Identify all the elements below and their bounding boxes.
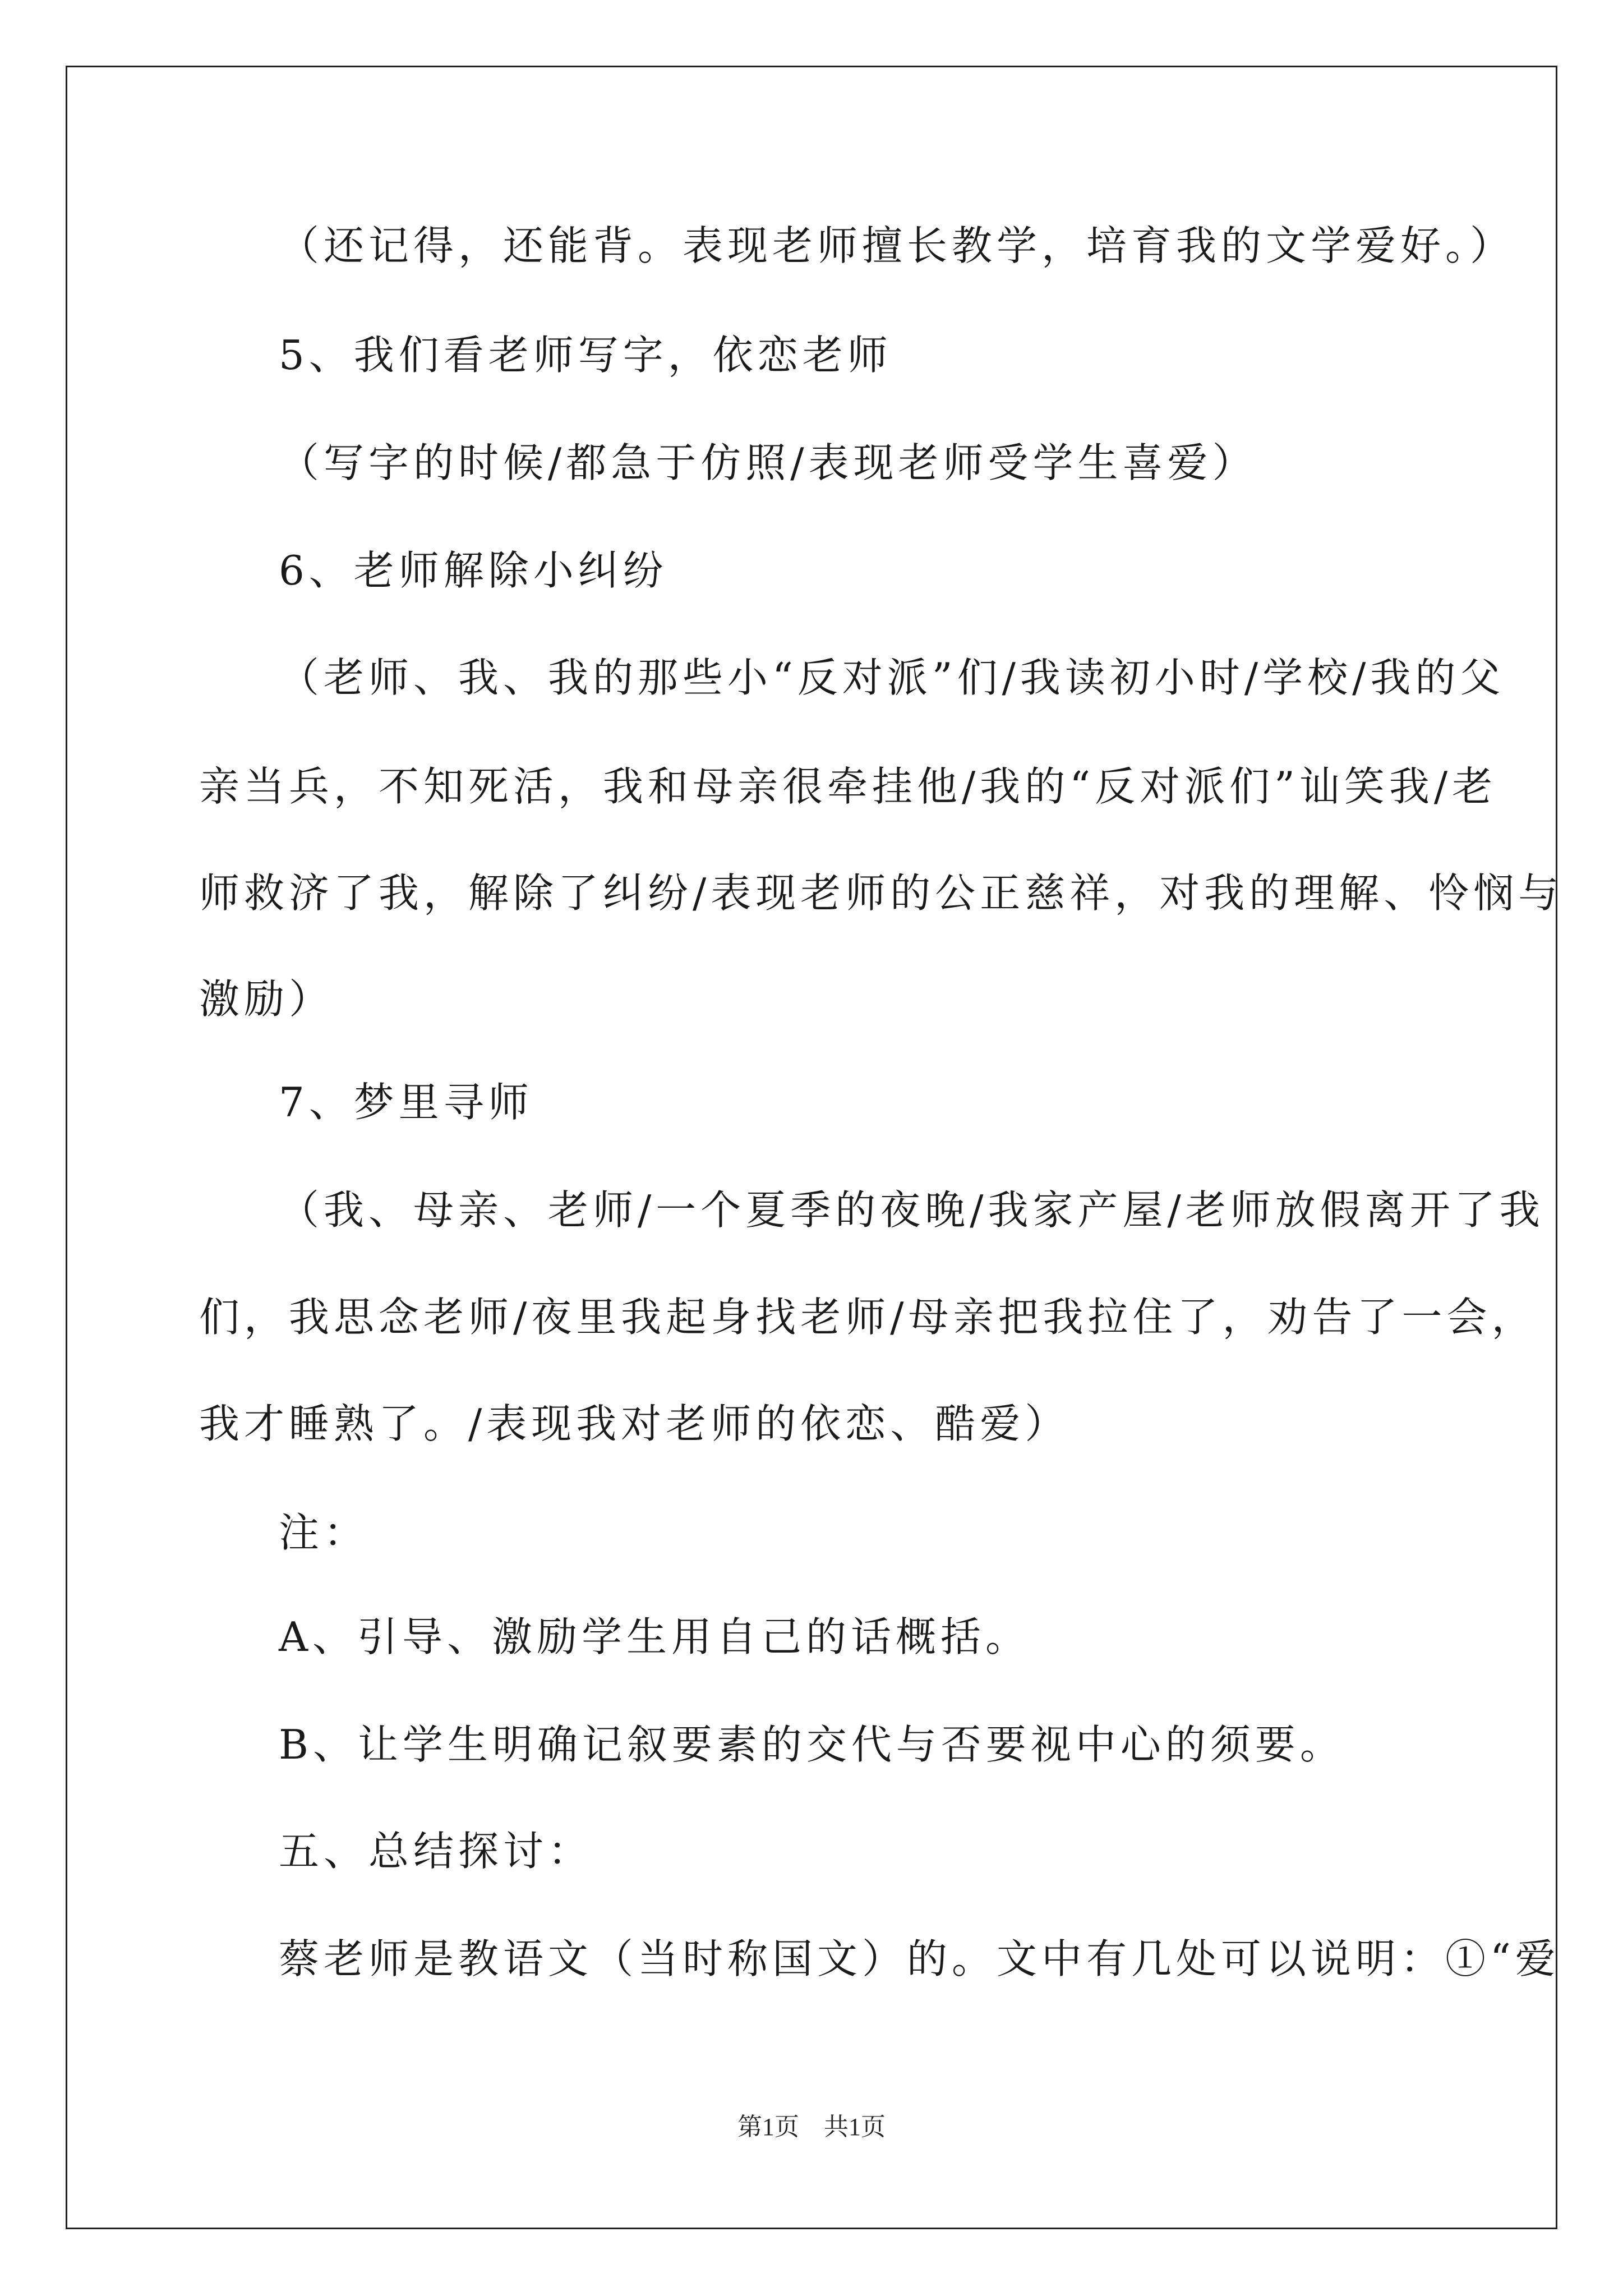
paragraph-line: 亲当兵，不知死活，我和母亲很牵挂他/我的“反对派们”讪笑我/老: [199, 763, 1497, 810]
list-item-heading: 7、梦里寻师: [279, 1079, 533, 1126]
page-number: 第1页 共1页: [737, 2113, 886, 2141]
paragraph-line: （写字的时候/都急于仿照/表现老师受学生喜爱）: [279, 439, 1257, 486]
section-heading: 五、总结探讨：: [279, 1828, 593, 1875]
paragraph-line: 师救济了我，解除了纠纷/表现老师的公正慈祥，对我的理解、怜悯与: [199, 869, 1564, 917]
paragraph-line: 我才睡熟了。/表现我对老师的依恋、酷爱）: [199, 1400, 1070, 1447]
list-item-heading: 6、老师解除小纠纷: [279, 547, 668, 594]
paragraph-line: 们，我思念老师/夜里我起身找老师/母亲把我拉住了，劝告了一会，: [199, 1294, 1537, 1341]
paragraph-line: 蔡老师是教语文（当时称国文）的。文中有几处可以说明：①“爱: [279, 1935, 1560, 1982]
page-border: [66, 66, 1557, 2229]
note-item: B、让学生明确记叙要素的交代与否要视中心的须要。: [279, 1721, 1345, 1768]
paragraph-line: （还记得，还能背。表现老师擅长教学，培育我的文学爱好。）: [279, 222, 1515, 269]
paragraph-line: 激励）: [199, 976, 334, 1023]
paragraph-line: （老师、我、我的那些小“反对派”们/我读初小时/学校/我的父: [279, 654, 1505, 701]
list-item-heading: 5、我们看老师写字，依恋老师: [279, 332, 892, 379]
note-label: 注：: [279, 1509, 369, 1556]
note-item: A、引导、激励学生用自己的话概括。: [279, 1613, 1030, 1660]
paragraph-line: （我、母亲、老师/一个夏季的夜晚/我家产屋/老师放假离开了我: [279, 1186, 1544, 1234]
